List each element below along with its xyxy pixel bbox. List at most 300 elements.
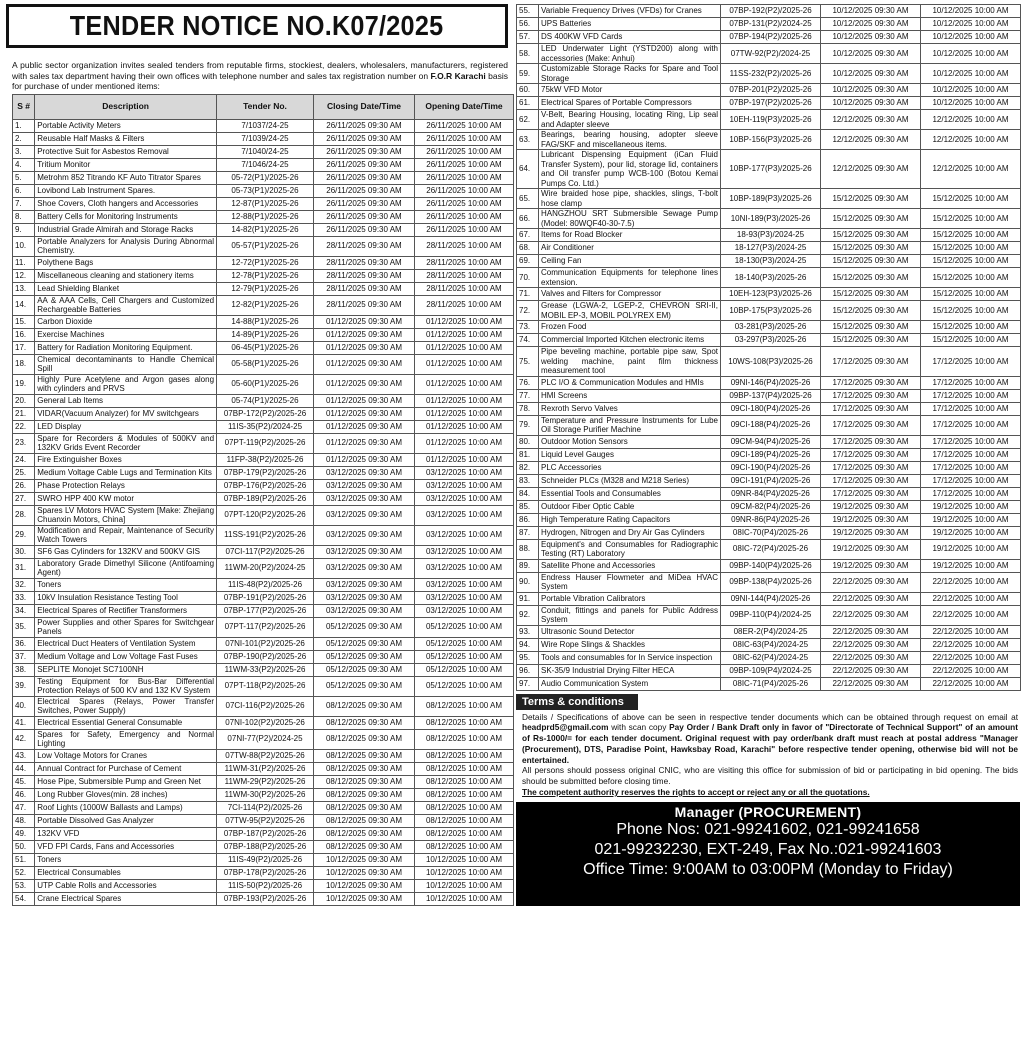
row-description: Portable Activity Meters — [35, 119, 217, 132]
row-opening: 28/11/2025 10:00 AM — [414, 236, 513, 256]
row-sno: 74. — [517, 334, 539, 347]
row-opening: 26/11/2025 10:00 AM — [414, 119, 513, 132]
row-closing: 01/12/2025 09:30 AM — [313, 374, 414, 394]
row-description: Commercial Imported Kitchen electronic items — [539, 334, 721, 347]
row-tender-no: 12-87(P1)/2025-26 — [217, 197, 314, 210]
row-tender-no: 07BP-176(P2)/2025-26 — [217, 479, 314, 492]
row-opening: 17/12/2025 10:00 AM — [921, 474, 1021, 487]
row-sno: 67. — [517, 229, 539, 242]
row-sno: 71. — [517, 288, 539, 301]
row-tender-no: 09BP-109(P4)/2024-25 — [721, 664, 821, 677]
row-sno: 75. — [517, 347, 539, 377]
row-description: Essential Tools and Consumables — [539, 487, 721, 500]
row-tender-no: 07BP-172(P2)/2025-26 — [217, 407, 314, 420]
row-closing: 12/12/2025 09:30 AM — [821, 130, 921, 150]
row-opening: 15/12/2025 10:00 AM — [921, 229, 1021, 242]
row-sno: 80. — [517, 435, 539, 448]
row-description: Liquid Level Gauges — [539, 448, 721, 461]
row-closing: 22/12/2025 09:30 AM — [821, 638, 921, 651]
row-opening: 26/11/2025 10:00 AM — [414, 223, 513, 236]
row-closing: 03/12/2025 09:30 AM — [313, 505, 414, 525]
row-description: Customizable Storage Racks for Spare and Tool Storage — [539, 64, 721, 84]
table-row — [13, 505, 514, 525]
table-row — [517, 130, 1021, 150]
row-description: Schneider PLCs (M328 and M218 Series) — [539, 474, 721, 487]
row-closing: 10/12/2025 09:30 AM — [313, 853, 414, 866]
table-row — [13, 341, 514, 354]
row-tender-no: 09CM-94(P4)/2025-26 — [721, 435, 821, 448]
row-closing: 08/12/2025 09:30 AM — [313, 814, 414, 827]
row-description: Medium Voltage Cable Lugs and Termination Kits — [35, 466, 217, 479]
row-sno: 84. — [517, 487, 539, 500]
row-closing: 26/11/2025 09:30 AM — [313, 145, 414, 158]
table-row — [517, 209, 1021, 229]
row-opening: 15/12/2025 10:00 AM — [921, 255, 1021, 268]
table-row — [517, 18, 1021, 31]
row-tender-no: 05-58(P1)/2025-26 — [217, 354, 314, 374]
row-opening: 19/12/2025 10:00 AM — [921, 500, 1021, 513]
table-row — [13, 158, 514, 171]
header-opening: Opening Date/Time — [414, 94, 513, 119]
row-tender-no: 11SS-232(P2)/2025-26 — [721, 64, 821, 84]
row-opening: 10/12/2025 10:00 AM — [414, 866, 513, 879]
row-opening: 22/12/2025 10:00 AM — [921, 592, 1021, 605]
row-opening: 03/12/2025 10:00 AM — [414, 591, 513, 604]
row-description: Laboratory Grade Dimethyl Silicone (Antifoaming Agent) — [35, 558, 217, 578]
row-opening: 26/11/2025 10:00 AM — [414, 210, 513, 223]
row-tender-no: 18-130(P3)/2024-25 — [721, 255, 821, 268]
row-description: Shoe Covers, Cloth hangers and Accessories — [35, 197, 217, 210]
row-description: PLC I/O & Communication Modules and HMIs — [539, 376, 721, 389]
table-row — [517, 189, 1021, 209]
table-row — [517, 334, 1021, 347]
header-description: Description — [35, 94, 217, 119]
row-closing: 22/12/2025 09:30 AM — [821, 677, 921, 690]
row-sno: 77. — [517, 389, 539, 402]
row-tender-no: 07BP-188(P2)/2025-26 — [217, 840, 314, 853]
row-closing: 10/12/2025 09:30 AM — [821, 5, 921, 18]
row-opening: 08/12/2025 10:00 AM — [414, 729, 513, 749]
row-opening: 26/11/2025 10:00 AM — [414, 132, 513, 145]
row-closing: 05/12/2025 09:30 AM — [313, 650, 414, 663]
terms-paragraph-1 — [522, 712, 1018, 766]
table-row — [13, 479, 514, 492]
row-sno: 48. — [13, 814, 35, 827]
row-sno: 85. — [517, 500, 539, 513]
row-description: Polythene Bags — [35, 256, 217, 269]
row-sno: 63. — [517, 130, 539, 150]
row-description: Battery for Radiation Monitoring Equipment. — [35, 341, 217, 354]
row-tender-no: 09NR-84(P4)/2025-26 — [721, 487, 821, 500]
row-sno: 94. — [517, 638, 539, 651]
row-opening: 12/12/2025 10:00 AM — [921, 130, 1021, 150]
row-closing: 22/12/2025 09:30 AM — [821, 651, 921, 664]
table-row — [13, 223, 514, 236]
row-description: 132KV VFD — [35, 827, 217, 840]
row-tender-no: 11WM-33(P2)/2025-26 — [217, 663, 314, 676]
row-closing: 08/12/2025 09:30 AM — [313, 788, 414, 801]
row-closing: 10/12/2025 09:30 AM — [821, 44, 921, 64]
table-row — [13, 801, 514, 814]
row-description: Spares for Safety, Emergency and Normal Lighting — [35, 729, 217, 749]
table-row — [517, 435, 1021, 448]
row-tender-no: 06-45(P1)/2025-26 — [217, 341, 314, 354]
row-tender-no: 10BP-177(P3)/2025-26 — [721, 150, 821, 189]
row-closing: 08/12/2025 09:30 AM — [313, 840, 414, 853]
table-row — [13, 827, 514, 840]
row-description: Portable Analyzers for Analysis During Abnormal Chemistry. — [35, 236, 217, 256]
row-closing: 15/12/2025 09:30 AM — [821, 334, 921, 347]
row-tender-no: 14-82(P1)/2025-26 — [217, 223, 314, 236]
table-body-right — [517, 5, 1021, 691]
row-opening: 10/12/2025 10:00 AM — [921, 97, 1021, 110]
row-description: Wire Rope Slings & Shackles — [539, 638, 721, 651]
row-description: Bearings, bearing housing, adopter sleeve FAG/SKF and miscellaneous items. — [539, 130, 721, 150]
row-sno: 51. — [13, 853, 35, 866]
table-row — [517, 31, 1021, 44]
row-closing: 15/12/2025 09:30 AM — [821, 229, 921, 242]
terms-body — [522, 712, 1018, 798]
row-opening: 15/12/2025 10:00 AM — [921, 209, 1021, 229]
table-row — [13, 892, 514, 905]
row-closing: 17/12/2025 09:30 AM — [821, 435, 921, 448]
title-box — [6, 4, 508, 48]
row-description: Roof Lights (1000W Ballasts and Lamps) — [35, 801, 217, 814]
row-opening: 01/12/2025 10:00 AM — [414, 354, 513, 374]
row-opening: 03/12/2025 10:00 AM — [414, 525, 513, 545]
row-closing: 19/12/2025 09:30 AM — [821, 500, 921, 513]
row-tender-no: 09NI-146(P4)/2025-26 — [721, 376, 821, 389]
row-sno: 37. — [13, 650, 35, 663]
contact-box — [516, 802, 1020, 906]
table-row — [13, 132, 514, 145]
row-closing: 22/12/2025 09:30 AM — [821, 625, 921, 638]
table-row — [517, 415, 1021, 435]
row-description: Electrical Spares of Rectifier Transformers — [35, 604, 217, 617]
row-tender-no: 10EH-119(P3)/2025-26 — [721, 110, 821, 130]
row-tender-no: 7/1046/24-25 — [217, 158, 314, 171]
table-row — [517, 664, 1021, 677]
phone-line-1: Phone Nos: 021-99241602, 021-99241658 — [616, 820, 920, 838]
row-description: Equipment's and Consumables for Radiographic Testing (RT) Laboratory — [539, 539, 721, 559]
row-description: Metrohm 852 Titrando KF Auto Titrator Spares — [35, 171, 217, 184]
row-opening: 10/12/2025 10:00 AM — [921, 44, 1021, 64]
row-tender-no: 05-60(P1)/2025-26 — [217, 374, 314, 394]
row-tender-no: 09CI-188(P4)/2025-26 — [721, 415, 821, 435]
row-opening: 19/12/2025 10:00 AM — [921, 526, 1021, 539]
row-closing: 26/11/2025 09:30 AM — [313, 132, 414, 145]
row-opening: 03/12/2025 10:00 AM — [414, 492, 513, 505]
left-column — [6, 4, 508, 906]
row-opening: 05/12/2025 10:00 AM — [414, 650, 513, 663]
row-closing: 26/11/2025 09:30 AM — [313, 223, 414, 236]
row-description: LED Underwater Light (YSTD200) along with accessories (Make: Anhui) — [539, 44, 721, 64]
table-row — [13, 545, 514, 558]
row-opening: 08/12/2025 10:00 AM — [414, 814, 513, 827]
row-tender-no: 14-88(P1)/2025-26 — [217, 315, 314, 328]
row-closing: 03/12/2025 09:30 AM — [313, 479, 414, 492]
row-closing: 08/12/2025 09:30 AM — [313, 749, 414, 762]
row-tender-no: 08IC-72(P4)/2025-26 — [721, 539, 821, 559]
row-sno: 68. — [517, 242, 539, 255]
table-row — [517, 500, 1021, 513]
row-closing: 01/12/2025 09:30 AM — [313, 407, 414, 420]
table-row — [517, 376, 1021, 389]
row-tender-no: 03-297(P3)/2025-26 — [721, 334, 821, 347]
row-tender-no: 09BP-140(P4)/2025-26 — [721, 559, 821, 572]
row-closing: 08/12/2025 09:30 AM — [313, 801, 414, 814]
row-tender-no: 11IS-50(P2)/2025-26 — [217, 879, 314, 892]
row-sno: 57. — [517, 31, 539, 44]
row-closing: 10/12/2025 09:30 AM — [313, 879, 414, 892]
row-closing: 03/12/2025 09:30 AM — [313, 578, 414, 591]
row-sno: 22. — [13, 420, 35, 433]
row-description: Tools and consumables for In Service inspection — [539, 651, 721, 664]
row-description: VFD FPI Cards, Fans and Accessories — [35, 840, 217, 853]
row-tender-no: 07TW-92(P2)/2024-25 — [721, 44, 821, 64]
row-closing: 28/11/2025 09:30 AM — [313, 269, 414, 282]
row-description: Miscellaneous cleaning and stationery items — [35, 269, 217, 282]
row-description: Grease (LGWA-2, LGEP-2, CHEVRON SRI-II, MOBIL EP-3, MOBIL POLYREX EM) — [539, 301, 721, 321]
terms-paragraph-3 — [522, 787, 1018, 798]
row-description: PLC Accessories — [539, 461, 721, 474]
row-description: Electrical Spares (Relays, Power Transfer Switches, Power Supply) — [35, 696, 217, 716]
row-closing: 12/12/2025 09:30 AM — [821, 110, 921, 130]
row-description: Valves and Filters for Compressor — [539, 288, 721, 301]
row-tender-no: 12-72(P1)/2025-26 — [217, 256, 314, 269]
row-opening: 08/12/2025 10:00 AM — [414, 827, 513, 840]
table-row — [13, 492, 514, 505]
table-row — [517, 5, 1021, 18]
row-description: Modification and Repair, Maintenance of Security Watch Towers — [35, 525, 217, 545]
row-closing: 28/11/2025 09:30 AM — [313, 256, 414, 269]
row-sno: 70. — [517, 268, 539, 288]
row-closing: 01/12/2025 09:30 AM — [313, 328, 414, 341]
row-opening: 10/12/2025 10:00 AM — [921, 5, 1021, 18]
manager-title: Manager (PROCUREMENT) — [674, 803, 862, 820]
row-closing: 17/12/2025 09:30 AM — [821, 487, 921, 500]
row-description: General Lab Items — [35, 394, 217, 407]
table-row — [13, 663, 514, 676]
row-closing: 26/11/2025 09:30 AM — [313, 197, 414, 210]
row-sno: 54. — [13, 892, 35, 905]
row-closing: 08/12/2025 09:30 AM — [313, 716, 414, 729]
table-row — [13, 315, 514, 328]
row-tender-no: 05-72(P1)/2025-26 — [217, 171, 314, 184]
row-tender-no: 7CI-114(P2)/2025-26 — [217, 801, 314, 814]
intro-text-1: A public sector organization invites sealed tenders from reputable firms, stockiest, dealers, wholesalers, manufacturers, registered with sales tax department having their own offices with telephone number and sales tax registration number on — [12, 60, 508, 81]
row-opening: 01/12/2025 10:00 AM — [414, 315, 513, 328]
row-closing: 10/12/2025 09:30 AM — [821, 64, 921, 84]
row-tender-no: 05-57(P1)/2025-26 — [217, 236, 314, 256]
row-tender-no: 07BP-131(P2)/2024-25 — [721, 18, 821, 31]
row-description: Toners — [35, 853, 217, 866]
row-closing: 01/12/2025 09:30 AM — [313, 420, 414, 433]
row-description: Electrical Essential General Consumable — [35, 716, 217, 729]
row-tender-no: 11IS-48(P2)/2025-26 — [217, 578, 314, 591]
row-sno: 21. — [13, 407, 35, 420]
row-tender-no: 07NI-101(P2)/2025-26 — [217, 637, 314, 650]
row-tender-no: 7/1037/24-25 — [217, 119, 314, 132]
table-row — [13, 729, 514, 749]
table-row — [517, 64, 1021, 84]
row-tender-no: 7/1040/24-25 — [217, 145, 314, 158]
row-tender-no: 09CI-180(P4)/2025-26 — [721, 402, 821, 415]
row-description: Ceiling Fan — [539, 255, 721, 268]
table-row — [13, 716, 514, 729]
row-opening: 01/12/2025 10:00 AM — [414, 420, 513, 433]
row-opening: 17/12/2025 10:00 AM — [921, 448, 1021, 461]
row-sno: 93. — [517, 625, 539, 638]
row-tender-no: 07BP-192(P2)/2025-26 — [721, 5, 821, 18]
table-row — [13, 236, 514, 256]
row-tender-no: 07BP-191(P2)/2025-26 — [217, 591, 314, 604]
table-row — [13, 604, 514, 617]
row-tender-no: 09CI-191(P4)/2025-26 — [721, 474, 821, 487]
row-closing: 15/12/2025 09:30 AM — [821, 255, 921, 268]
row-sno: 10. — [13, 236, 35, 256]
row-closing: 01/12/2025 09:30 AM — [313, 394, 414, 407]
row-closing: 10/12/2025 09:30 AM — [313, 892, 414, 905]
row-closing: 15/12/2025 09:30 AM — [821, 288, 921, 301]
row-description: Highly Pure Acetylene and Argon gases along with cylinders and PRVS — [35, 374, 217, 394]
row-closing: 19/12/2025 09:30 AM — [821, 539, 921, 559]
row-closing: 03/12/2025 09:30 AM — [313, 492, 414, 505]
row-closing: 28/11/2025 09:30 AM — [313, 282, 414, 295]
table-row — [517, 150, 1021, 189]
table-row — [517, 402, 1021, 415]
row-description: Portable Dissolved Gas Analyzer — [35, 814, 217, 827]
row-description: SF6 Gas Cylinders for 132KV and 500KV GIS — [35, 545, 217, 558]
row-description: Carbon Dioxide — [35, 315, 217, 328]
row-sno: 91. — [517, 592, 539, 605]
row-opening: 26/11/2025 10:00 AM — [414, 158, 513, 171]
row-description: Lovibond Lab Instrument Spares. — [35, 184, 217, 197]
row-tender-no: 03-281(P3)/2025-26 — [721, 321, 821, 334]
table-row — [13, 637, 514, 650]
table-row — [13, 578, 514, 591]
table-row — [517, 242, 1021, 255]
table-row — [13, 453, 514, 466]
row-tender-no: 10EH-123(P3)/2025-26 — [721, 288, 821, 301]
row-tender-no: 10NI-189(P3)/2025-26 — [721, 209, 821, 229]
row-tender-no: 12-82(P1)/2025-26 — [217, 295, 314, 315]
row-description: Electrical Spares of Portable Compressors — [539, 97, 721, 110]
tender-table-left — [12, 94, 514, 906]
table-row — [13, 788, 514, 801]
terms-paragraph-2: All persons should possess original CNIC, who are visiting this office for submission of bid or participating in bid opening. The bids should be submitted before closing time. — [522, 765, 1018, 787]
row-description: Low Voltage Motors for Cranes — [35, 749, 217, 762]
row-tender-no: 18-93(P3)/2024-25 — [721, 229, 821, 242]
row-opening: 08/12/2025 10:00 AM — [414, 749, 513, 762]
row-description: Chemical decontaminants to Handle Chemical Spill — [35, 354, 217, 374]
terms-text: Details / Specifications of above can be seen in respective tender documents which can be obtained through request on email at — [522, 711, 1018, 722]
row-sno: 8. — [13, 210, 35, 223]
row-sno: 25. — [13, 466, 35, 479]
table-row — [517, 255, 1021, 268]
row-description: SEPLITE Monojet SC7100NH — [35, 663, 217, 676]
row-tender-no: 14-89(P1)/2025-26 — [217, 328, 314, 341]
row-description: Ultrasonic Sound Detector — [539, 625, 721, 638]
table-row — [517, 389, 1021, 402]
row-closing: 17/12/2025 09:30 AM — [821, 448, 921, 461]
right-column — [516, 4, 1020, 906]
row-closing: 26/11/2025 09:30 AM — [313, 158, 414, 171]
row-description: Power Supplies and other Spares for Switchgear Panels — [35, 617, 217, 637]
row-opening: 26/11/2025 10:00 AM — [414, 197, 513, 210]
row-description: UTP Cable Rolls and Accessories — [35, 879, 217, 892]
row-description: Pipe beveling machine, portable pipe saw, Spot welding machine, paint film thickness measurement tool — [539, 347, 721, 377]
row-closing: 08/12/2025 09:30 AM — [313, 696, 414, 716]
contact-email[interactable]: headprd5@gmail.com — [522, 722, 609, 733]
row-description: Hydrogen, Nitrogen and Dry Air Gas Cylinders — [539, 526, 721, 539]
row-opening: 05/12/2025 10:00 AM — [414, 617, 513, 637]
row-closing: 28/11/2025 09:30 AM — [313, 236, 414, 256]
row-opening: 17/12/2025 10:00 AM — [921, 376, 1021, 389]
table-row — [517, 288, 1021, 301]
row-description: Variable Frequency Drives (VFDs) for Cranes — [539, 5, 721, 18]
row-opening: 05/12/2025 10:00 AM — [414, 637, 513, 650]
row-sno: 52. — [13, 866, 35, 879]
row-closing: 10/12/2025 09:30 AM — [313, 866, 414, 879]
row-description: 75kW VFD Motor — [539, 84, 721, 97]
row-opening: 15/12/2025 10:00 AM — [921, 301, 1021, 321]
row-tender-no: 07CI-117(P2)/2025-26 — [217, 545, 314, 558]
table-row — [517, 84, 1021, 97]
table-header-row — [13, 94, 514, 119]
row-sno: 79. — [517, 415, 539, 435]
row-tender-no: 11WM-20(P2)/2024-25 — [217, 558, 314, 578]
row-closing: 05/12/2025 09:30 AM — [313, 617, 414, 637]
row-closing: 03/12/2025 09:30 AM — [313, 545, 414, 558]
row-sno: 50. — [13, 840, 35, 853]
row-description: Fire Extinguisher Boxes — [35, 453, 217, 466]
row-description: Protective Suit for Asbestos Removal — [35, 145, 217, 158]
row-tender-no: 07TW-88(P2)/2025-26 — [217, 749, 314, 762]
row-sno: 13. — [13, 282, 35, 295]
row-description: UPS Batteries — [539, 18, 721, 31]
row-sno: 45. — [13, 775, 35, 788]
row-sno: 95. — [517, 651, 539, 664]
row-description: Lubricant Dispensing Equipment (iCan Fluid Transfer System), pour lid, storage lid, containers and Oil transfer pump WCB-100 (Botou Kemai Pumps Co. Ltd.) — [539, 150, 721, 189]
row-opening: 17/12/2025 10:00 AM — [921, 347, 1021, 377]
table-row — [13, 853, 514, 866]
row-opening: 03/12/2025 10:00 AM — [414, 604, 513, 617]
row-closing: 17/12/2025 09:30 AM — [821, 389, 921, 402]
table-row — [13, 256, 514, 269]
table-row — [13, 650, 514, 663]
row-sno: 78. — [517, 402, 539, 415]
table-row — [13, 525, 514, 545]
row-opening: 08/12/2025 10:00 AM — [414, 762, 513, 775]
row-opening: 22/12/2025 10:00 AM — [921, 572, 1021, 592]
row-description: Wire braided hose pipe, shackles, slings, T-bolt hose clamp — [539, 189, 721, 209]
row-tender-no: 07TW-95(P2)/2025-26 — [217, 814, 314, 827]
row-opening: 10/12/2025 10:00 AM — [921, 31, 1021, 44]
table-row — [517, 526, 1021, 539]
row-opening: 10/12/2025 10:00 AM — [921, 84, 1021, 97]
row-sno: 14. — [13, 295, 35, 315]
row-opening: 03/12/2025 10:00 AM — [414, 479, 513, 492]
row-opening: 08/12/2025 10:00 AM — [414, 696, 513, 716]
row-opening: 10/12/2025 10:00 AM — [921, 18, 1021, 31]
table-row — [517, 487, 1021, 500]
row-closing: 15/12/2025 09:30 AM — [821, 301, 921, 321]
row-opening: 01/12/2025 10:00 AM — [414, 394, 513, 407]
row-description: Rexroth Servo Valves — [539, 402, 721, 415]
row-tender-no: 10WS-108(P3)/2025-26 — [721, 347, 821, 377]
row-closing: 01/12/2025 09:30 AM — [313, 453, 414, 466]
